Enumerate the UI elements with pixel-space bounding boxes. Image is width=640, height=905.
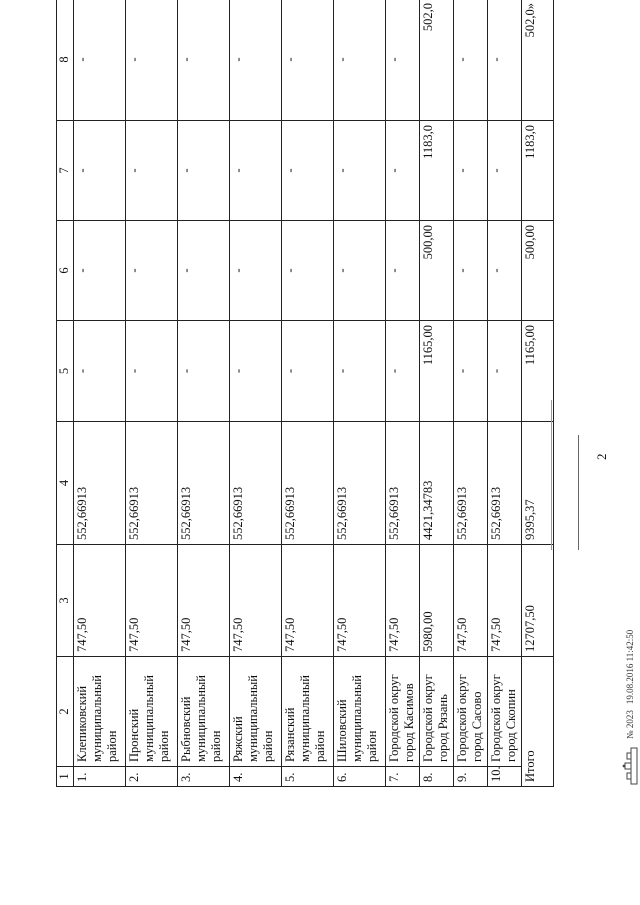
value-cell: - <box>488 321 522 422</box>
value-cell: - <box>488 121 522 221</box>
value-cell: - <box>126 321 178 422</box>
registration-number: № 2023 <box>625 710 635 739</box>
value-cell: - <box>334 0 386 121</box>
value-cell: - <box>178 0 230 121</box>
divider-line <box>578 435 579 550</box>
row-number: 7. <box>386 767 420 787</box>
header-row <box>57 0 74 787</box>
value-cell: 747,50 <box>488 545 522 657</box>
table-row <box>178 0 230 787</box>
column-header: 4 <box>57 422 74 545</box>
seal-icon <box>622 747 638 785</box>
value-cell: - <box>230 221 282 321</box>
total-cell: 500,00 <box>522 221 554 321</box>
value-cell: - <box>386 121 420 221</box>
column-header: 7 <box>57 121 74 221</box>
municipality-name: Городской округ город Рязань <box>420 657 454 767</box>
column-header: 3 <box>57 545 74 657</box>
value-cell: - <box>488 221 522 321</box>
municipality-name: Городской округ город Касимов <box>386 657 420 767</box>
table-row <box>74 0 126 787</box>
municipality-name: Городской округ город Сасово <box>454 657 488 767</box>
value-cell: 552,66913 <box>334 422 386 545</box>
value-cell: 552,66913 <box>178 422 230 545</box>
value-cell: 1183,0 <box>420 121 454 221</box>
municipality-name: Рязанский муниципальный район <box>282 657 334 767</box>
table-row <box>386 0 420 787</box>
row-number: 6. <box>334 767 386 787</box>
municipality-name: Ряжский муниципальный район <box>230 657 282 767</box>
allocation-table <box>56 0 554 787</box>
municipality-name: Шиловский муниципальный район <box>334 657 386 767</box>
value-cell: - <box>454 221 488 321</box>
column-header: 8 <box>57 0 74 121</box>
value-cell: - <box>126 221 178 321</box>
total-cell: 1183,0 <box>522 121 554 221</box>
table-row <box>488 0 522 787</box>
municipality-name: Городской округ город Скопин <box>488 657 522 767</box>
value-cell: - <box>282 221 334 321</box>
value-cell: 747,50 <box>230 545 282 657</box>
row-number: 9. <box>454 767 488 787</box>
value-cell: - <box>74 221 126 321</box>
value-cell: 552,66913 <box>74 422 126 545</box>
row-number: 1. <box>74 767 126 787</box>
value-cell: 747,50 <box>334 545 386 657</box>
value-cell: 747,50 <box>454 545 488 657</box>
value-cell: - <box>126 0 178 121</box>
value-cell: 747,50 <box>74 545 126 657</box>
value-cell: 502,0 <box>420 0 454 121</box>
value-cell: 552,66913 <box>386 422 420 545</box>
table-row <box>420 0 454 787</box>
row-number: 5. <box>282 767 334 787</box>
municipality-name: Пронский муниципальный район <box>126 657 178 767</box>
value-cell: - <box>282 321 334 422</box>
table-row <box>454 0 488 787</box>
value-cell: - <box>230 121 282 221</box>
value-cell: 747,50 <box>386 545 420 657</box>
value-cell: 552,66913 <box>488 422 522 545</box>
value-cell: - <box>386 221 420 321</box>
total-cell: 502,0» <box>522 0 554 121</box>
value-cell: - <box>386 321 420 422</box>
value-cell: 1165,00 <box>420 321 454 422</box>
value-cell: 552,66913 <box>126 422 178 545</box>
total-cell: 1165,00 <box>522 321 554 422</box>
value-cell: - <box>230 321 282 422</box>
value-cell: 4421,34783 <box>420 422 454 545</box>
table-row <box>230 0 282 787</box>
value-cell: - <box>454 321 488 422</box>
table-row <box>334 0 386 787</box>
value-cell: - <box>334 221 386 321</box>
column-header: 6 <box>57 221 74 321</box>
value-cell: 747,50 <box>282 545 334 657</box>
value-cell: - <box>74 321 126 422</box>
value-cell: - <box>454 121 488 221</box>
value-cell: - <box>126 121 178 221</box>
municipality-name: Рыбновский муниципальный район <box>178 657 230 767</box>
value-cell: - <box>230 0 282 121</box>
divider-line <box>551 400 552 550</box>
total-row <box>522 0 554 787</box>
value-cell: 5980,00 <box>420 545 454 657</box>
row-number: 10. <box>488 767 522 787</box>
row-number: 4. <box>230 767 282 787</box>
value-cell: - <box>386 0 420 121</box>
total-cell: 9395,37 <box>522 422 554 545</box>
column-header: 1 <box>57 767 74 787</box>
total-label: Итого <box>522 657 554 787</box>
page-number: 2 <box>594 453 609 460</box>
row-number: 3. <box>178 767 230 787</box>
table-row <box>282 0 334 787</box>
value-cell: - <box>282 0 334 121</box>
column-header: 2 <box>57 657 74 767</box>
row-number: 8. <box>420 767 454 787</box>
value-cell: - <box>282 121 334 221</box>
value-cell: - <box>454 0 488 121</box>
registration-datetime: 19.08.2016 11:42:50 <box>625 629 635 705</box>
column-header: 5 <box>57 321 74 422</box>
value-cell: - <box>334 121 386 221</box>
value-cell: 552,66913 <box>282 422 334 545</box>
value-cell: - <box>74 121 126 221</box>
value-cell: 552,66913 <box>454 422 488 545</box>
value-cell: - <box>334 321 386 422</box>
value-cell: 552,66913 <box>230 422 282 545</box>
registration-stamp <box>622 630 638 785</box>
value-cell: 500,00 <box>420 221 454 321</box>
value-cell: 747,50 <box>178 545 230 657</box>
value-cell: - <box>178 121 230 221</box>
table-row <box>126 0 178 787</box>
value-cell: - <box>74 0 126 121</box>
municipality-name: Клепиковский муниципальный район <box>74 657 126 767</box>
value-cell: - <box>488 0 522 121</box>
row-number: 2. <box>126 767 178 787</box>
value-cell: - <box>178 221 230 321</box>
value-cell: - <box>178 321 230 422</box>
total-cell: 12707,50 <box>522 545 554 657</box>
value-cell: 747,50 <box>126 545 178 657</box>
